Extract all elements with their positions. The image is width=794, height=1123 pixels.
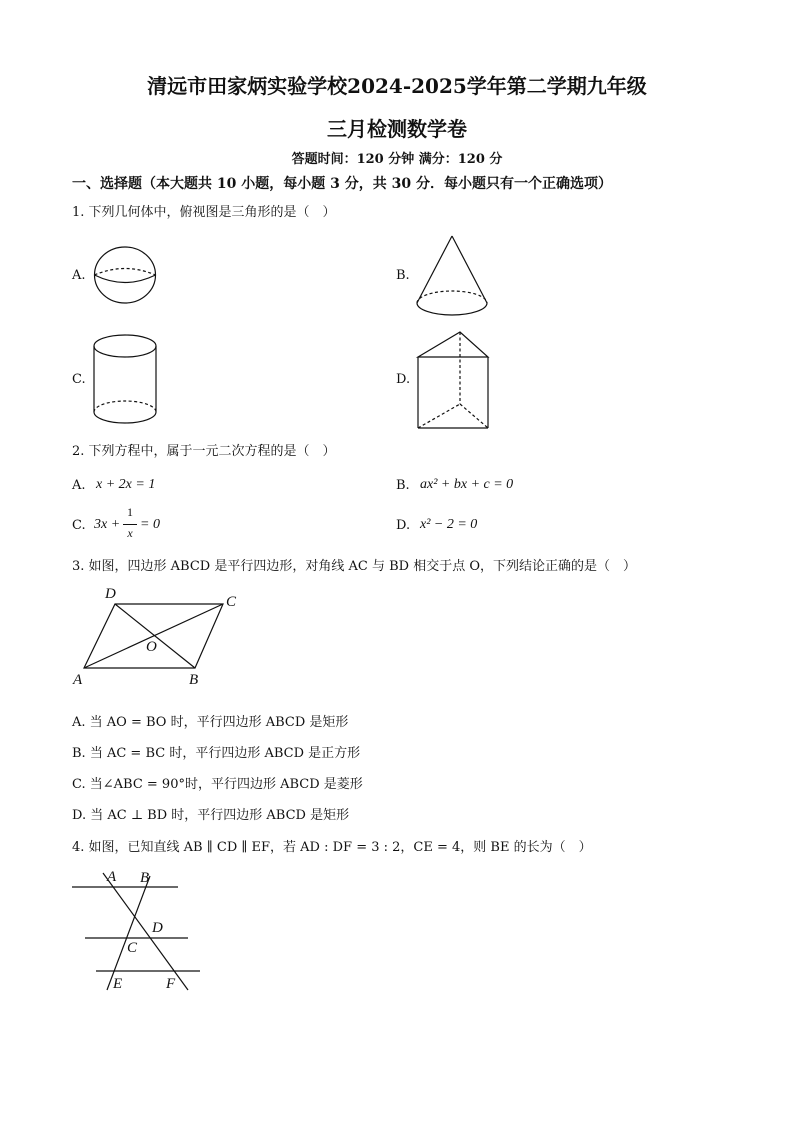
section-heading: 一、选择题（本大题共 10 小题，每小题 3 分，共 30 分．每小题只有一个正确选项） xyxy=(72,176,612,192)
q3-option-c[interactable]: C. 当∠ABC = 90°时，平行四边形 ABCD 是菱形 xyxy=(72,777,363,792)
transversal-be xyxy=(107,876,150,990)
q4-label-a: A xyxy=(107,869,117,885)
q3-label-d: D xyxy=(105,586,116,602)
q2-option-d-label[interactable]: D. xyxy=(396,518,411,533)
question-2-stem: 2. 下列方程中，属于一元二次方程的是（ ） xyxy=(72,444,336,459)
q2-option-c-expr-right: = 0 xyxy=(140,517,160,532)
q2-option-a-label[interactable]: A. xyxy=(72,478,86,493)
q2-option-c-expr-left: 3x + xyxy=(94,517,121,532)
q2-option-c-frac-num: 1 xyxy=(127,505,133,519)
q1-option-d-label[interactable]: D. xyxy=(396,372,411,387)
exam-title-line1: 清远市田家炳实验学校2024-2025学年第二学期九年级 xyxy=(147,74,647,98)
q2-option-d-expr: x² − 2 = 0 xyxy=(420,517,478,532)
q3-label-b: B xyxy=(189,672,199,688)
exam-info: 答题时间：120 分钟 满分：120 分 xyxy=(291,152,503,167)
q2-option-c-label[interactable]: C. xyxy=(72,518,86,533)
q2-option-a-expr: x + 2x = 1 xyxy=(96,477,156,492)
q3-option-b[interactable]: B. 当 AC = BC 时，平行四边形 ABCD 是正方形 xyxy=(72,746,361,761)
transversal-af xyxy=(103,873,188,990)
q1-option-b-label[interactable]: B. xyxy=(396,268,410,283)
q4-label-b: B xyxy=(140,870,150,886)
q3-option-d[interactable]: D. 当 AC ⊥ BD 时，平行四边形 ABCD 是矩形 xyxy=(72,808,350,823)
q2-option-c-frac-den: x xyxy=(127,526,133,540)
q3-label-a: A xyxy=(73,672,83,688)
q2-option-b-expr: ax² + bx + c = 0 xyxy=(420,477,514,492)
question-3-stem: 3. 如图，四边形 ABCD 是平行四边形，对角线 AC 与 BD 相交于点 O，下列结论正确的是（ ） xyxy=(72,559,636,574)
q4-label-e: E xyxy=(113,976,123,992)
q1-option-a-label[interactable]: A. xyxy=(72,268,86,283)
q1-option-c-label[interactable]: C. xyxy=(72,372,86,387)
q2-option-b-label[interactable]: B. xyxy=(396,478,410,493)
question-1-stem: 1. 下列几何体中，俯视图是三角形的是（ ） xyxy=(72,205,336,220)
q4-label-c: C xyxy=(127,940,138,956)
q3-label-c: C xyxy=(226,594,237,610)
q3-label-o: O xyxy=(146,639,157,655)
q4-label-d: D xyxy=(152,920,163,936)
q4-label-f: F xyxy=(166,976,176,992)
q3-option-a[interactable]: A. 当 AO = BO 时，平行四边形 ABCD 是矩形 xyxy=(72,715,349,730)
question-4-stem: 4. 如图，已知直线 AB ∥ CD ∥ EF，若 AD : DF = 3 : 2，CE = 4，则 BE 的长为（ ） xyxy=(72,840,592,855)
exam-title-line2: 三月检测数学卷 xyxy=(327,117,467,141)
